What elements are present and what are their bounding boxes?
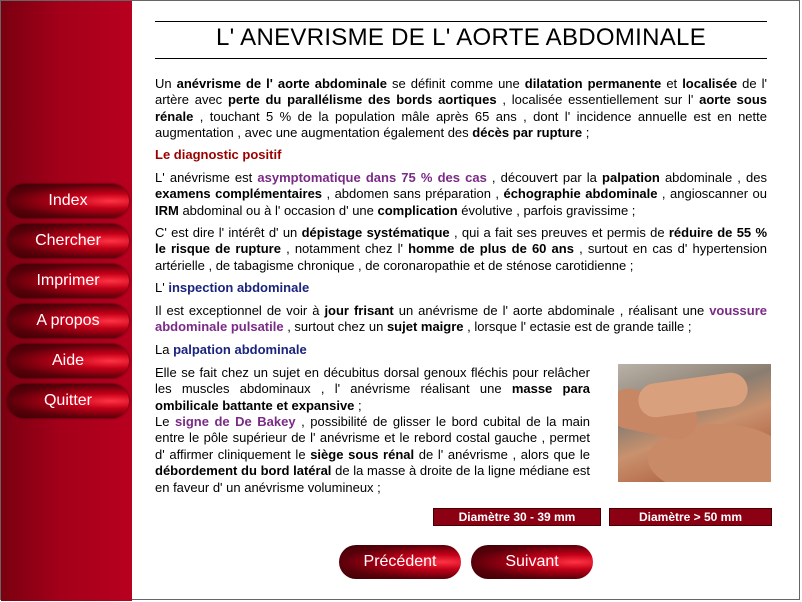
- link-text[interactable]: signe de De Bakey: [174, 414, 296, 429]
- text-run: , lorsque l' ectasie est de grande taille ;: [463, 319, 692, 335]
- diagnostic-heading: Le diagnostic positif: [155, 147, 282, 162]
- nav-help-button[interactable]: Aide: [7, 344, 129, 378]
- nav-index-button[interactable]: Index: [7, 184, 129, 218]
- nav-about-button[interactable]: A propos: [7, 304, 129, 338]
- bold-text: débordement du bord latéral: [155, 463, 332, 479]
- bold-text: échographie abdominale: [503, 186, 658, 202]
- text-run: Un: [155, 76, 177, 91]
- text-run: , surtout en cas d' hypertension artérielle , de tabagisme chronique , de coronaropathie et de sténose carotidienne ;: [155, 241, 767, 273]
- bold-text: complication: [377, 202, 458, 218]
- page-title: L' ANEVRISME DE L' AORTE ABDOMINALE: [215, 24, 707, 51]
- text-run: Elle se fait chez un sujet en décubitus dorsal genoux fléchis pour relâcher les muscles abdominaux , l' anévrisme réalisant une: [155, 365, 590, 397]
- text-run: ;: [582, 125, 590, 141]
- palpation-heading-prefix: La: [155, 342, 174, 357]
- text-run: abdominal ou à l' occasion d' une: [178, 202, 378, 218]
- text-run: Il est exceptionnel de voir à: [155, 303, 325, 318]
- text-run: évolutive , parfois gravissime ;: [457, 202, 636, 218]
- intro-paragraph: [155, 76, 767, 142]
- bold-text: masse para ombilicale battante et expansive: [155, 381, 590, 413]
- text-run: , possibilité de glisser le bord cubital de la main entre le pôle supérieur de l' anévrisme et le rebord costal gauche , permet d' affirmer cliniquement le: [155, 414, 591, 462]
- bold-text: homme de plus de 60 ans: [408, 241, 574, 257]
- text-run: ;: [354, 397, 362, 413]
- text-run: , surtout chez un: [283, 319, 387, 335]
- title-rule-bottom: [155, 58, 767, 59]
- text-run: , abdomen sans préparation ,: [322, 186, 504, 202]
- title-rule-top: [155, 21, 767, 22]
- text-run: un anévrisme de l' aorte abdominale , réalisant une: [393, 303, 710, 318]
- inspection-heading: [155, 280, 309, 295]
- bold-text: dépistage systématique: [301, 225, 450, 240]
- text-run: de la masse à droite de la ligne médiane est en faveur d' un anévrisme volumineux ;: [155, 463, 590, 495]
- bold-text: examens complémentaires: [155, 186, 323, 202]
- bold-text: palpation: [602, 170, 660, 185]
- bold-text: perte du parallélisme des bords aortiques: [227, 92, 497, 108]
- text-run: , découvert par la: [486, 170, 603, 185]
- bold-text: IRM: [155, 202, 179, 218]
- palpation-paragraph-2: [155, 414, 590, 496]
- photo-hand-upper: [636, 371, 750, 420]
- palpation-link[interactable]: palpation abdominale: [173, 342, 307, 357]
- palpation-heading: [155, 342, 307, 357]
- text-run: , angioscanner ou: [657, 186, 767, 202]
- text-run: , localisée essentiellement sur l': [496, 92, 700, 108]
- diagnostic-paragraph-2: [155, 225, 767, 274]
- text-run: abdominale , des: [659, 170, 767, 185]
- nav-quit-button[interactable]: Quitter: [7, 384, 129, 418]
- bold-text: aorte sous rénale: [155, 92, 767, 124]
- link-text[interactable]: asymptomatique dans 75 % des cas: [257, 170, 487, 185]
- nav-search-button[interactable]: Chercher: [7, 224, 129, 258]
- bold-text: sujet maigre: [386, 319, 464, 335]
- text-run: , touchant 5 % de la population mâle après 65 ans , dont l' incidence annuelle est en nette augmentation , avec une augmentation également des: [155, 108, 767, 141]
- text-run: de l' artère avec: [155, 76, 767, 108]
- text-run: , qui a fait ses preuves et permis de: [449, 225, 669, 240]
- sidebar: [1, 1, 132, 601]
- nav-print-button[interactable]: Imprimer: [7, 264, 129, 298]
- text-run: se définit comme une: [386, 76, 525, 91]
- bold-text: localisée: [682, 76, 738, 91]
- bold-text: réduire de 55 % le risque de rupture: [155, 225, 768, 257]
- inspection-link[interactable]: inspection abdominale: [168, 280, 310, 295]
- palpation-paragraph-1: [155, 365, 590, 414]
- link-text[interactable]: voussure abdominale pulsatile: [155, 303, 767, 335]
- diagnostic-paragraph-1: [155, 170, 767, 219]
- text-run: L' anévrisme est: [155, 170, 258, 185]
- text-run: et: [661, 76, 683, 91]
- next-button[interactable]: Suivant: [471, 545, 593, 579]
- bold-text: siège sous rénal: [310, 446, 415, 462]
- bold-text: anévrisme de l' aorte abdominale: [176, 76, 387, 91]
- text-run: Le: [155, 414, 175, 429]
- bold-text: dilatation permanente: [524, 76, 662, 91]
- text-run: , notamment chez l': [280, 241, 409, 257]
- text-run: de l' anévrisme , alors que le: [414, 446, 590, 462]
- bold-text: jour frisant: [324, 303, 394, 318]
- bold-text: décès par rupture: [472, 125, 583, 141]
- palpation-photo: [618, 364, 771, 482]
- text-run: C' est dire l' intérêt d' un: [155, 225, 302, 240]
- inspection-paragraph: [155, 303, 767, 336]
- previous-button[interactable]: Précédent: [339, 545, 461, 579]
- diameter-50-button[interactable]: Diamètre > 50 mm: [609, 508, 772, 526]
- diameter-30-39-button[interactable]: Diamètre 30 - 39 mm: [433, 508, 601, 526]
- inspection-heading-prefix: L': [155, 280, 169, 295]
